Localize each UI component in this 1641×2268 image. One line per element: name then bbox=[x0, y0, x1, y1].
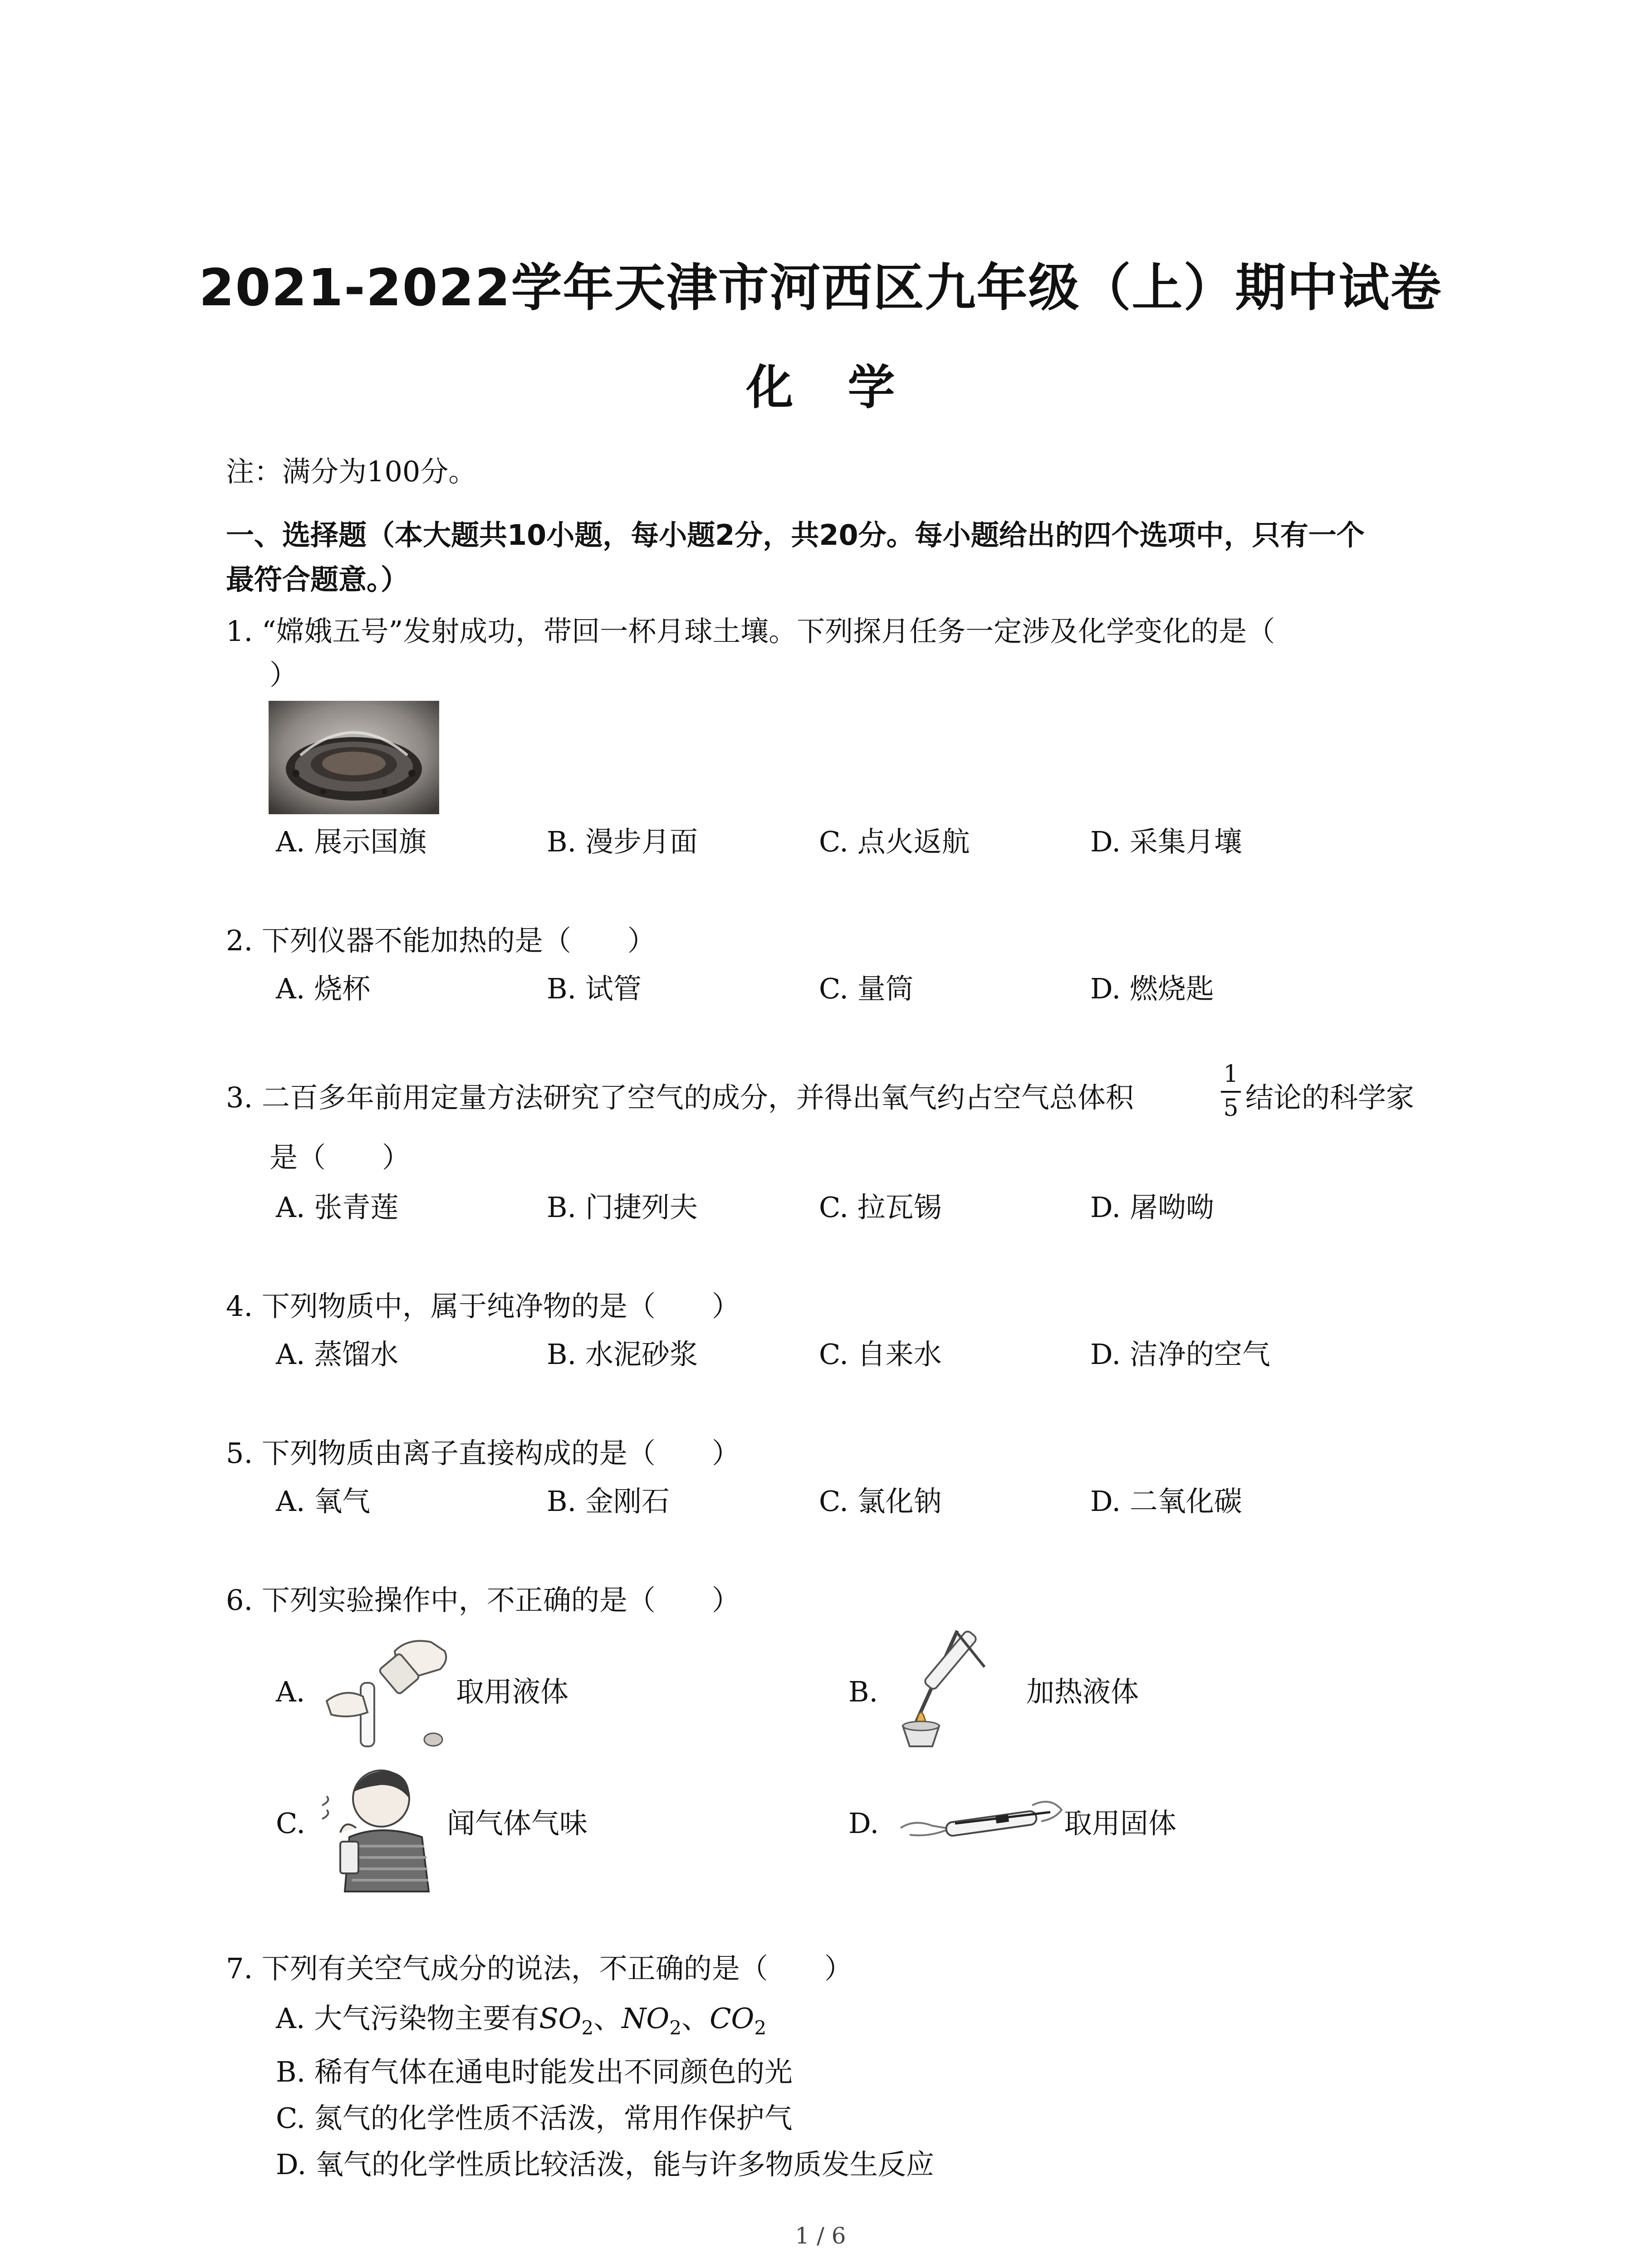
q6-option-c-label: 闻气体气味 bbox=[447, 1807, 588, 1840]
formula-no2-base: NO bbox=[622, 2002, 670, 2035]
q4-option-b: B. 水泥砂浆 bbox=[547, 1338, 698, 1371]
formula-so2-base: SO bbox=[539, 2002, 582, 2035]
q7-option-a bbox=[276, 2000, 766, 2046]
pour-liquid-illustration bbox=[318, 1633, 454, 1751]
q6-option-d-letter: D. bbox=[848, 1807, 879, 1840]
q1-stem-line2: ） bbox=[269, 658, 298, 691]
q6-option-a-letter: A. bbox=[276, 1675, 305, 1708]
q7-sep-1: 、 bbox=[593, 2002, 622, 2035]
moon-soil-container-image bbox=[269, 701, 439, 814]
q2-option-a: A. 烧杯 bbox=[276, 972, 371, 1005]
formula-no2-sub: 2 bbox=[669, 2017, 682, 2039]
q7-option-c: C. 氮气的化学性质不活泼，常用作保护气 bbox=[276, 2102, 793, 2135]
q2-option-b: B. 试管 bbox=[547, 972, 642, 1005]
heat-liquid-illustration bbox=[889, 1617, 1025, 1753]
q4-option-a: A. 蒸馏水 bbox=[276, 1338, 399, 1371]
score-note: 注：满分为100分。 bbox=[226, 455, 477, 488]
q3-option-b: B. 门捷列夫 bbox=[547, 1191, 698, 1224]
q3-fraction-denominator: 5 bbox=[1223, 1095, 1239, 1122]
page-number: 1 / 6 bbox=[795, 2223, 846, 2249]
q3-fraction-numerator: 1 bbox=[1223, 1061, 1239, 1088]
q2-stem: 2. 下列仪器不能加热的是（ ） bbox=[226, 924, 656, 957]
q2-option-d: D. 燃烧匙 bbox=[1090, 972, 1214, 1005]
q5-option-b: B. 金刚石 bbox=[547, 1485, 670, 1518]
section-heading-line2: 最符合题意。） bbox=[226, 563, 409, 596]
q5-option-a: A. 氧气 bbox=[276, 1485, 371, 1518]
exam-subject: 化学 bbox=[746, 360, 950, 415]
q7-sep-2: 、 bbox=[681, 2002, 710, 2035]
q5-option-c: C. 氯化钠 bbox=[819, 1485, 942, 1518]
q1-stem-line1: 1. “嫦娥五号”发射成功，带回一杯月球土壤。下列探月任务一定涉及化学变化的是（ bbox=[226, 615, 1275, 648]
q6-option-b-letter: B. bbox=[848, 1675, 878, 1708]
q1-option-c: C. 点火返航 bbox=[819, 825, 970, 858]
formula-co2-base: CO bbox=[710, 2002, 754, 2035]
q1-option-d: D. 采集月壤 bbox=[1090, 825, 1242, 858]
exam-title: 2021-2022学年天津市河西区九年级（上）期中试卷 bbox=[199, 259, 1442, 318]
q3-stem-part2: 结论的科学家 bbox=[1245, 1081, 1415, 1114]
section-heading-line1: 一、选择题（本大题共10小题，每小题2分，共20分。每小题给出的四个选项中，只有一个 bbox=[226, 518, 1365, 552]
q7-option-d: D. 氧气的化学性质比较活泼，能与许多物质发生反应 bbox=[276, 2148, 934, 2181]
q6-stem: 6. 下列实验操作中，不正确的是（ ） bbox=[226, 1584, 740, 1617]
q5-stem: 5. 下列物质由离子直接构成的是（ ） bbox=[226, 1437, 740, 1470]
formula-so2-sub: 2 bbox=[581, 2017, 594, 2039]
q4-option-d: D. 洁净的空气 bbox=[1090, 1338, 1270, 1371]
q3-stem-part1: 3. 二百多年前用定量方法研究了空气的成分，并得出氧气约占空气总体积 bbox=[226, 1081, 1134, 1114]
take-solid-illustration bbox=[901, 1792, 1064, 1851]
q2-option-c: C. 量筒 bbox=[819, 972, 914, 1005]
q7-option-b: B. 稀有气体在通电时能发出不同颜色的光 bbox=[276, 2055, 793, 2088]
q3-option-a: A. 张青莲 bbox=[276, 1191, 399, 1224]
smell-gas-illustration bbox=[313, 1760, 445, 1892]
q3-fraction-bar bbox=[1221, 1091, 1241, 1093]
q6-option-a-label: 取用液体 bbox=[456, 1675, 569, 1708]
q6-option-b-label: 加热液体 bbox=[1026, 1675, 1139, 1708]
q5-option-d: D. 二氧化碳 bbox=[1090, 1485, 1242, 1518]
q1-option-b: B. 漫步月面 bbox=[547, 825, 698, 858]
q4-option-c: C. 自来水 bbox=[819, 1338, 942, 1371]
q3-option-c: C. 拉瓦锡 bbox=[819, 1191, 942, 1224]
q3-stem-line2: 是（ ） bbox=[269, 1141, 411, 1174]
q7-stem: 7. 下列有关空气成分的说法，不正确的是（ ） bbox=[226, 1952, 852, 1985]
q1-option-a: A. 展示国旗 bbox=[276, 825, 427, 858]
q6-option-c-letter: C. bbox=[276, 1807, 305, 1840]
q3-option-d: D. 屠呦呦 bbox=[1090, 1191, 1214, 1224]
formula-co2-sub: 2 bbox=[754, 2017, 767, 2039]
q7-option-a-prefix: A. 大气污染物主要有 bbox=[276, 2002, 539, 2035]
q4-stem: 4. 下列物质中，属于纯净物的是（ ） bbox=[226, 1290, 740, 1323]
q6-option-d-label: 取用固体 bbox=[1064, 1807, 1177, 1840]
